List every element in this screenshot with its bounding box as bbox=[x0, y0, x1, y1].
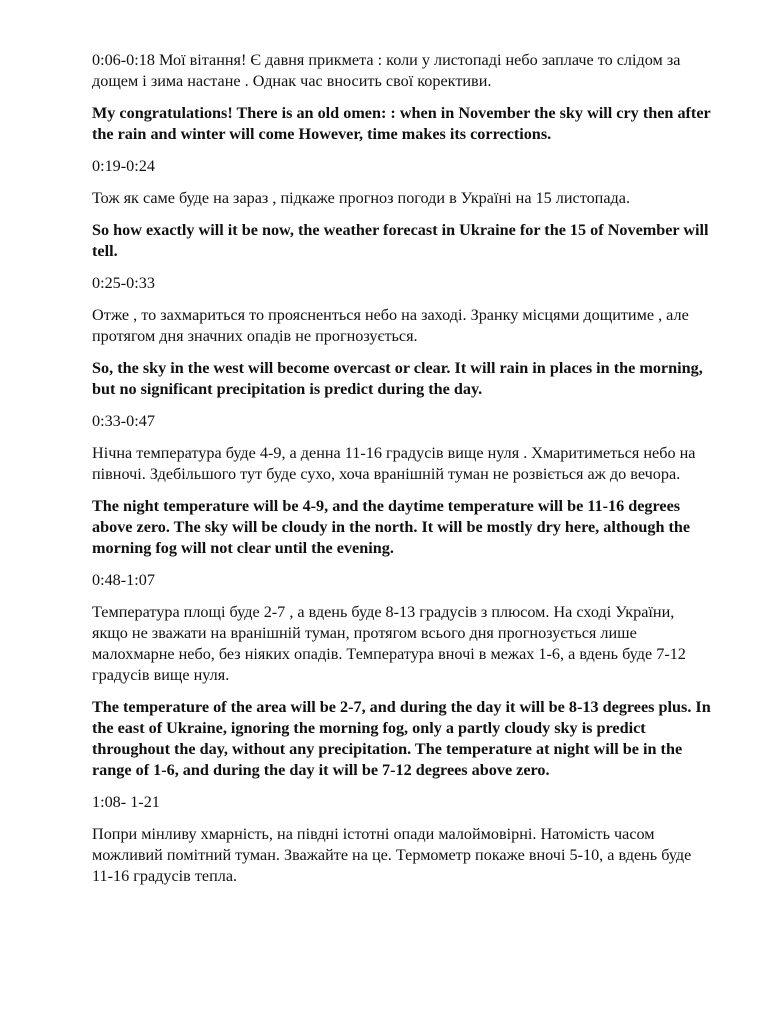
timestamp: 0:33-0:47 bbox=[92, 412, 155, 430]
ukrainian-paragraph: Попри мінливу хмарність, на півдні істотні опади малоймовірні. Натомість часом можливий помітний туман. Зважайте на це. Термометр покаже вночі 5-10, а вдень буде 11-16 градусів тепла. bbox=[92, 825, 692, 885]
english-paragraph: My congratulations! There is an old omen: : when in November the sky will cry then after the rain and winter will come However, time makes its corrections. bbox=[92, 104, 711, 143]
timestamp: 0:19-0:24 bbox=[92, 157, 155, 175]
timestamp: 0:06-0:18 bbox=[92, 51, 155, 69]
ukrainian-paragraph bbox=[92, 50, 714, 92]
timestamp: 0:48-1:07 bbox=[92, 571, 155, 589]
ukrainian-paragraph: Тож як саме буде на зараз , підкаже прогноз погоди в Україні на 15 листопада. bbox=[92, 189, 630, 207]
english-paragraph: So, the sky in the west will become overcast or clear. It will rain in places in the morning, but no significant precipitation is predict during the day. bbox=[92, 359, 703, 398]
timestamp: 1:08- 1-21 bbox=[92, 793, 160, 811]
ukrainian-paragraph: Нічна температура буде 4-9, а денна 11-16 градусів вище нуля . Хмаритиметься небо на півночі. Здебільшого тут буде сухо, хоча вранішній туман не розвіється аж до вечора. bbox=[92, 444, 696, 483]
ukrainian-paragraph: Температура площі буде 2-7 , а вдень буде 8-13 градусів з плюсом. На сході України, якщо не зважати на вранішній туман, протягом всього дня прогнозується лише малохмарне небо, без ніяких опадів. Температура вночі в межах 1-6, а вдень буде 7-12 градусів вище нуля. bbox=[92, 603, 686, 684]
english-paragraph: The night temperature will be 4-9, and the daytime temperature will be 11-16 degrees above zero. The sky will be cloudy in the north. It will be mostly dry here, although the morning fog will not clear until the evening. bbox=[92, 497, 691, 557]
english-paragraph: So how exactly will it be now, the weather forecast in Ukraine for the 15 of November will tell. bbox=[92, 221, 709, 260]
document-page bbox=[92, 50, 714, 898]
english-paragraph: The temperature of the area will be 2-7, and during the day it will be 8-13 degrees plus. In the east of Ukraine, ignoring the morning fog, only a partly cloudy sky is predict throughout the day, without any precipitation. The temperature at night will be in the range of 1-6, and during the day it will be 7-12 degrees above zero. bbox=[92, 698, 711, 779]
timestamp: 0:25-0:33 bbox=[92, 274, 155, 292]
ukrainian-text: Мої вітання! Є давня прикмета : коли у листопаді небо заплаче то слідом за дощем і зима настане . Однак час вносить свої корективи. bbox=[92, 51, 681, 90]
ukrainian-paragraph: Отже , то захмариться то проясненться небо на заході. Зранку місцями дощитиме , але протягом дня значних опадів не прогнозується. bbox=[92, 306, 689, 345]
